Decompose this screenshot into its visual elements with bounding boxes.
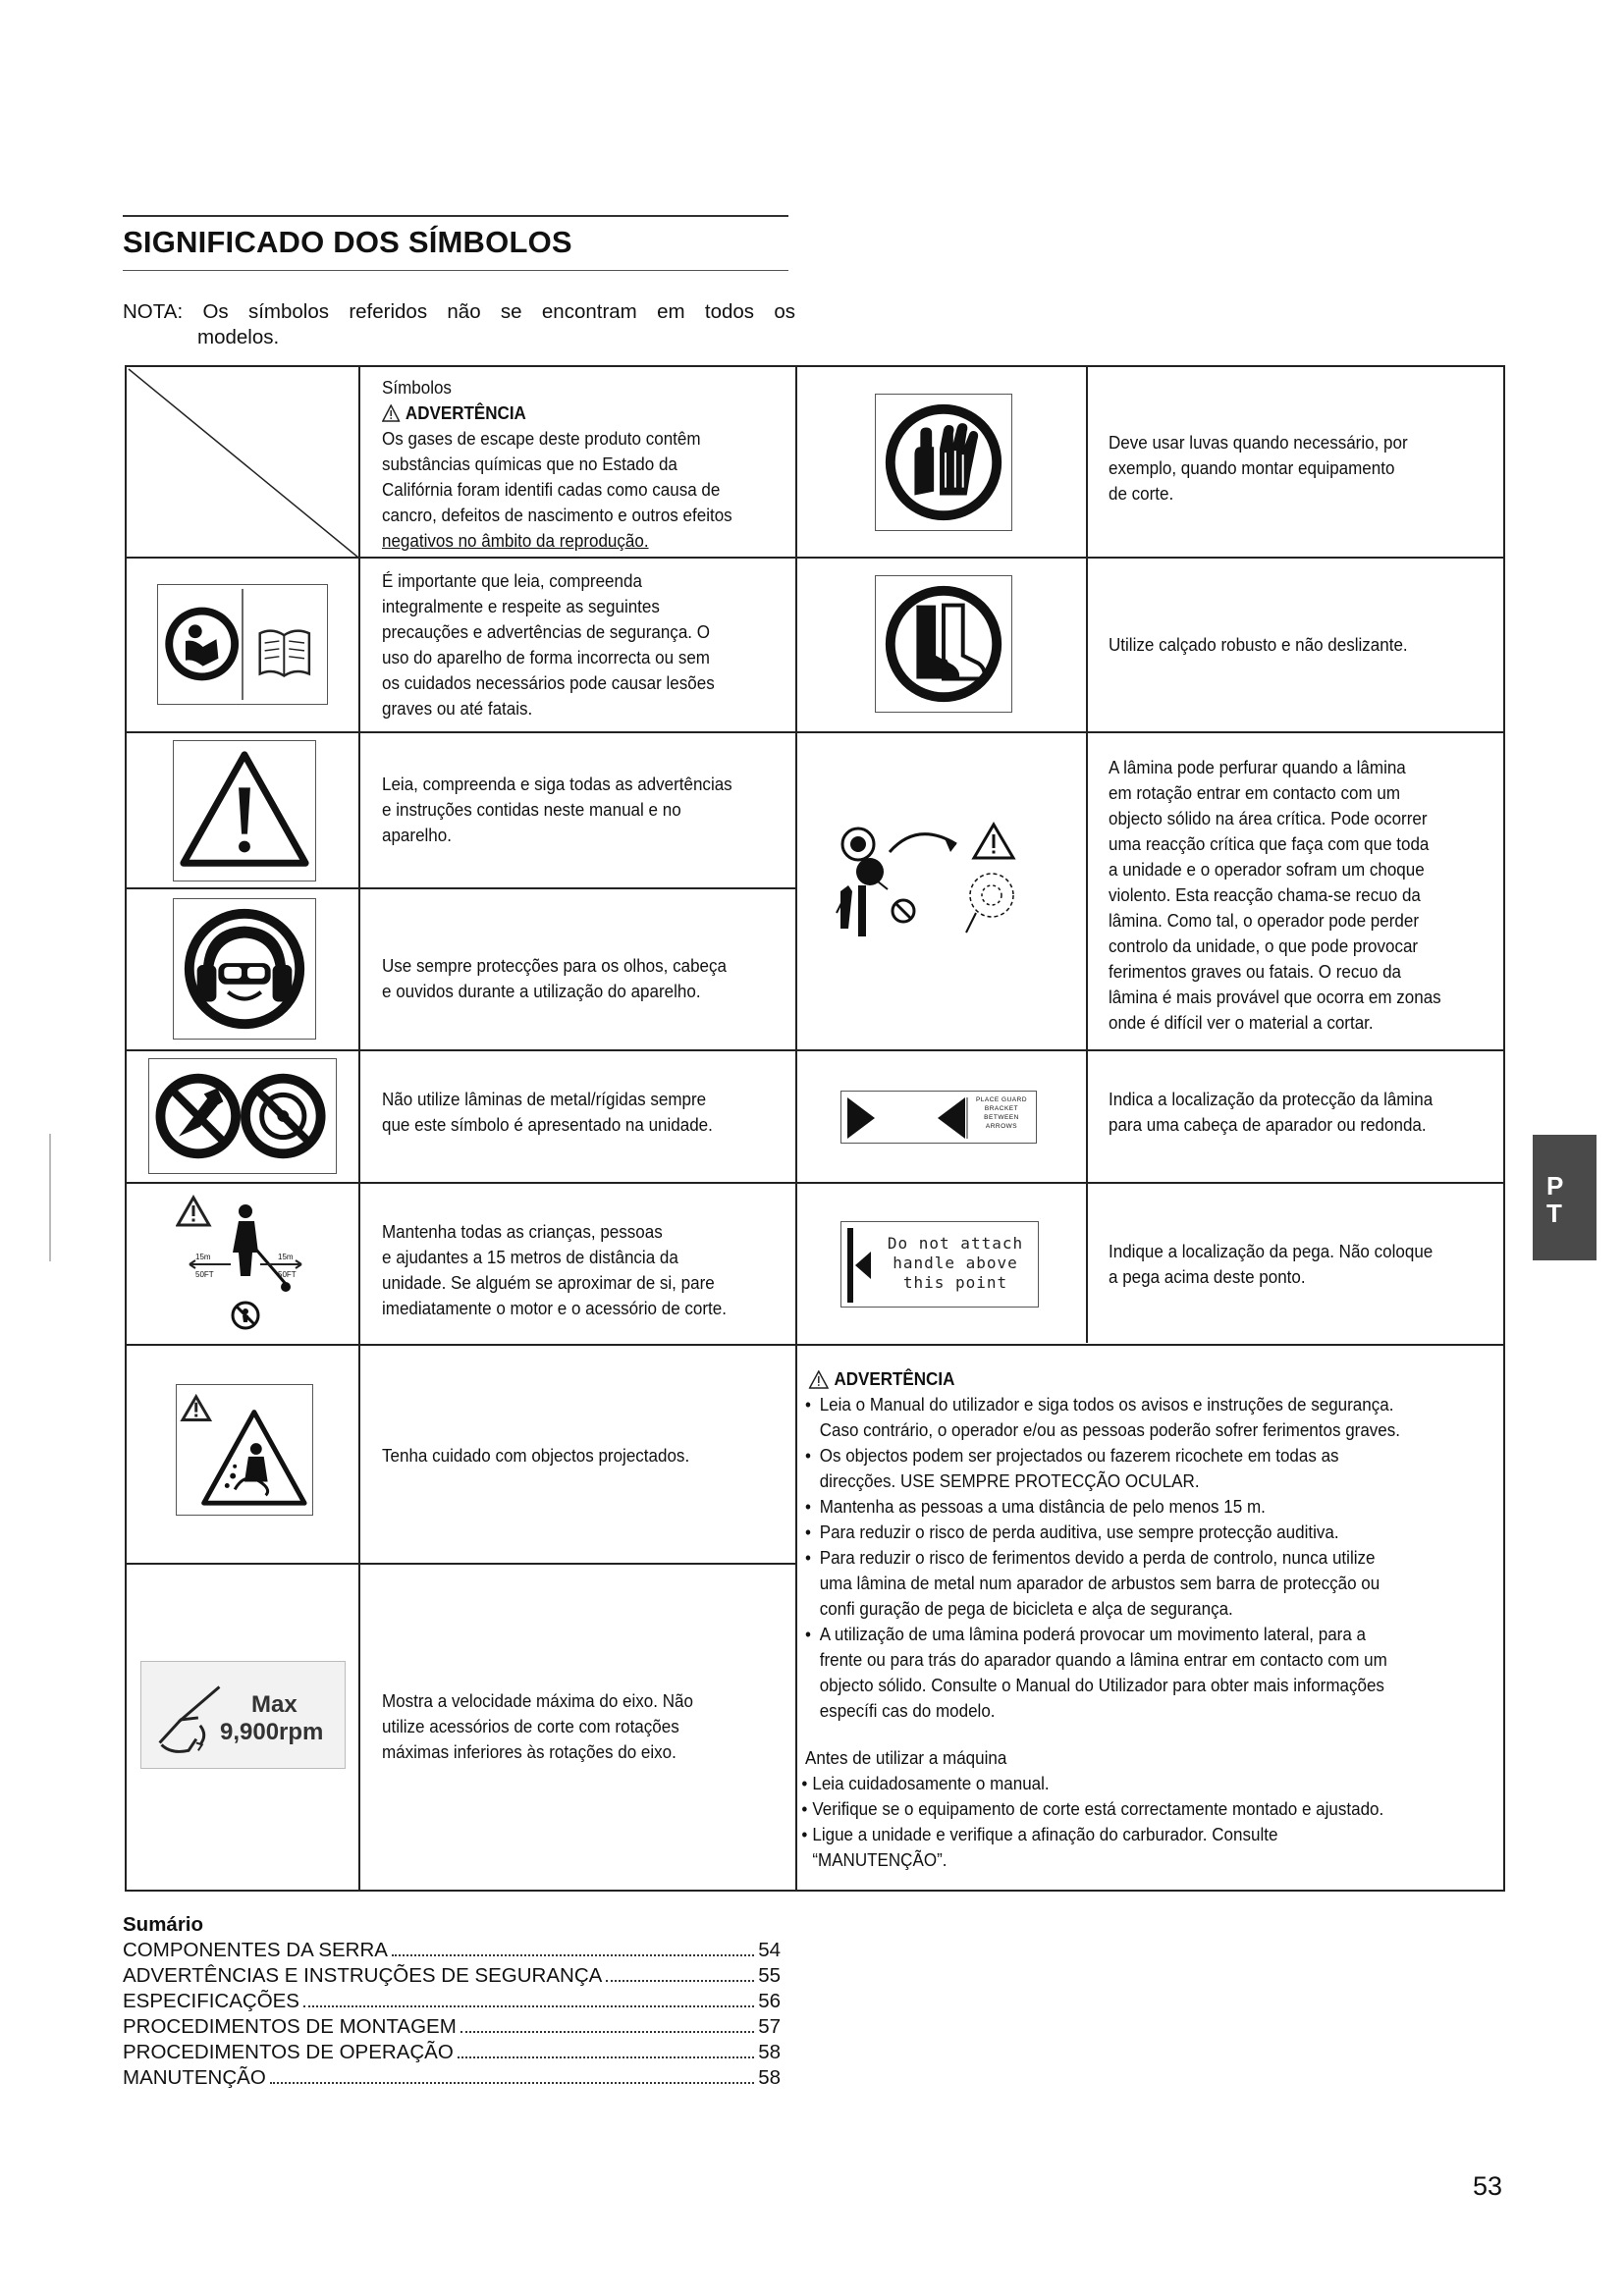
guard-bracket-icon [840,1091,1037,1144]
warning-line: uma lâmina de metal num aparador de arbustos sem barra de protecção ou [819,1573,1380,1593]
warning-line: • Mantenha as pessoas a uma distância de pelo menos 15 m. [819,1496,1266,1517]
toc-leader [458,2056,754,2058]
title-block [123,215,788,271]
max-label: Max [251,1691,298,1718]
rr2-line: objecto sólido na área crítica. Pode ocorrer [1109,808,1428,828]
distance-label: 50FT [195,1270,214,1279]
before-use-block [805,1745,1500,1873]
toc-title: PROCEDIMENTOS DE OPERAÇÃO [123,2041,454,2063]
warning-line: • Para reduzir o risco de perda auditiva, use sempre protecção auditiva. [819,1522,1339,1542]
warning-item [805,1622,1500,1724]
r5-line: e ajudantes a 15 metros de distância da [382,1247,678,1267]
handle-label-line: handle above [893,1254,1018,1272]
distance-label: 15m [278,1253,294,1261]
before-use-line: “MANUTENÇÃO”. [812,1849,947,1870]
max-rpm-icon [140,1661,346,1769]
rr2-line: em rotação entrar em contacto com um [1109,782,1401,803]
right-row-line [795,1049,1504,1051]
rr2-line: violento. Esta reacção chama-se recuo da [1109,884,1421,905]
title-rule-bottom [123,270,788,271]
symbols-table [125,365,1505,1892]
rr2-line: a unidade e o operador sofram um choque [1109,859,1425,880]
r5-text [382,1219,788,1321]
toc-page: 58 [758,2041,781,2063]
toc-entry[interactable] [123,2065,781,2091]
r5-line: Mantenha todas as crianças, pessoas [382,1221,663,1242]
warning-label: ADVERTÊNCIA [405,402,526,423]
warning-heading [382,400,788,426]
keep-distance-icon [176,1194,315,1333]
before-use-item [801,1822,1500,1873]
toc-title: ESPECIFICAÇÕES [123,1990,299,2012]
kickback-icon [819,815,1047,940]
toc-entry[interactable] [123,1963,781,1989]
language-tab [1533,1135,1597,1260]
before-use-list [801,1771,1500,1873]
warning-item [805,1545,1500,1622]
warning-block-title: ADVERTÊNCIA [834,1368,955,1389]
left-row-line [127,887,797,889]
r3-line: e ouvidos durante a utilização do aparelho. [382,981,701,1001]
right-row-line [795,557,1504,559]
warning-line: • Leia o Manual do utilizador e siga todos os avisos e instruções de segurança. [819,1394,1394,1415]
read-manual-icon [157,584,328,705]
toc-entry[interactable] [123,2014,781,2040]
boots-icon [875,575,1012,713]
rr4-text [1109,1239,1470,1290]
handle-label [877,1234,1034,1293]
rr4-line: Indique a localização da pega. Não coloque [1109,1241,1434,1261]
r0-line: cancro, defeitos de nascimento e outros efeitos [382,505,732,525]
handle-position-icon [840,1221,1039,1308]
before-use-line: • Verifique se o equipamento de corte está correctamente montado e ajustado. [812,1798,1384,1819]
toc-page: 56 [758,1990,781,2012]
toc-leader [606,1980,754,1982]
warning-triangle-icon [382,404,400,422]
toc-leader [392,1954,754,1956]
toc-title: PROCEDIMENTOS DE MONTAGEM [123,2015,457,2038]
protective-headgear-icon [173,898,316,1040]
left-row-line [127,1344,797,1346]
thrown-objects-icon [176,1384,313,1516]
before-use-item [801,1796,1500,1822]
rr3-text [1109,1087,1470,1138]
r2-line: Leia, compreenda e siga todas as advertências [382,774,732,794]
left-row-line [127,731,797,733]
r5-line: imediatamente o motor e o acessório de corte. [382,1298,727,1318]
toc-title: MANUTENÇÃO [123,2066,266,2089]
r0-text [382,375,788,554]
warning-item [805,1520,1500,1545]
toc-entry[interactable] [123,1938,781,1963]
rr2-line: uma reacção crítica que faça com que toda [1109,833,1430,854]
rr2-line: onde é difícil ver o material a cortar. [1109,1012,1374,1033]
r1-line: precauções e advertências de segurança. O [382,621,710,642]
warning-line: frente ou para trás do aparador quando a lâmina entrar em contacto com um [819,1649,1387,1670]
guard-label-line: ARROWS [985,1123,1018,1130]
nota-label: NOTA [123,300,178,323]
toc-page: 54 [758,1939,781,1961]
page-number: 53 [1473,2171,1503,2201]
r1-text [382,568,788,721]
warning-line: objecto sólido. Consulte o Manual do Utilizador para obter mais informações [819,1675,1384,1695]
right-row-line [795,1344,1504,1346]
col-divider-1 [358,367,360,1890]
guard-label-line: BETWEEN [984,1114,1019,1121]
r7-line: Mostra a velocidade máxima do eixo. Não [382,1690,693,1711]
before-use-item [801,1771,1500,1796]
warning-line: • Para reduzir o risco de ferimentos devido a perda de controlo, nunca utilize [819,1547,1376,1568]
warning-line: confi guração de pega de bicicleta e alça de segurança. [819,1598,1233,1619]
rr2-line: lâmina. Como tal, o operador pode perder [1109,910,1420,931]
guard-label-line: BRACKET [984,1105,1019,1112]
rr0-line: Deve usar luvas quando necessário, por [1109,432,1408,453]
warning-line: direcções. USE SEMPRE PROTECÇÃO OCULAR. [819,1470,1200,1491]
r6-text [382,1443,788,1468]
rr4-line: a pega acima deste ponto. [1109,1266,1306,1287]
rpm-label: 9,900rpm [220,1719,324,1745]
handle-label-line: Do not attach [887,1234,1024,1253]
rr1-line: Utilize calçado robusto e não deslizante. [1109,634,1408,655]
toc-leader [303,2005,754,2007]
r1-line: os cuidados necessários pode causar lesões [382,672,715,693]
toc-page: 57 [758,2015,781,2038]
summary-toc [123,1912,781,2091]
r2-line: aparelho. [382,825,452,845]
left-row-line [127,1182,797,1184]
warning-list [805,1392,1500,1724]
right-row-line [795,731,1504,733]
rr2-line: A lâmina pode perfurar quando a lâmina [1109,757,1406,777]
handle-label-line: this point [902,1273,1008,1292]
r2-text [382,772,788,848]
warning-block-heading [805,1366,1500,1392]
guard-label-line: PLACE GUARD [975,1096,1028,1103]
r0-line: Os gases de escape deste produto contêm [382,428,701,449]
rr0-line: exemplo, quando montar equipamento [1109,457,1395,478]
rr3-line: Indica a localização da protecção da lâmina [1109,1089,1434,1109]
symbols-heading: Símbolos [382,377,452,398]
r3-text [382,953,788,1004]
r0-line: Califórnia foram identifi cadas como causa de [382,479,721,500]
rr2-line: ferimentos graves ou fatais. O recuo da [1109,961,1402,982]
r3-line: Use sempre protecções para os olhos, cabeça [382,955,727,976]
r0-line: substâncias químicas que no Estado da [382,454,677,474]
page-title: SIGNIFICADO DOS SÍMBOLOS [123,225,572,259]
before-use-line: • Leia cuidadosamente o manual. [812,1773,1050,1793]
warning-line: • A utilização de uma lâmina poderá provocar um movimento lateral, para a [819,1624,1367,1644]
nota-line1: : Os símbolos referidos não se encontram em todos os [177,300,795,323]
r2-line: e instruções contidas neste manual e no [382,799,681,820]
toc-title: ADVERTÊNCIAS E INSTRUÇÕES DE SEGURANÇA [123,1964,603,1987]
warning-line: específi cas do modelo. [819,1700,996,1721]
warning-block [805,1366,1500,1724]
before-use-heading: Antes de utilizar a máquina [805,1747,1007,1768]
r5-line: unidade. Se alguém se aproximar de si, pare [382,1272,715,1293]
nota-block [123,299,795,350]
toc-leader [460,2031,754,2033]
diagonal-slash [127,367,358,558]
rr2-line: controlo da unidade, o que pode provocar [1109,935,1419,956]
rr2-line: lâmina é mais provável que ocorra em zonas [1109,987,1441,1007]
r1-line: uso do aparelho de forma incorrecta ou sem [382,647,710,667]
r7-line: máximas inferiores às rotações do eixo. [382,1741,677,1762]
language-tab-letter: P [1546,1171,1564,1201]
guard-label [969,1095,1034,1131]
right-row-line [795,1182,1504,1184]
r1-line: É importante que leia, compreenda [382,570,642,591]
r4-line: que este símbolo é apresentado na unidade. [382,1114,713,1135]
warning-item [805,1443,1500,1494]
r6-line: Tenha cuidado com objectos projectados. [382,1445,690,1466]
toc-entry[interactable] [123,2040,781,2065]
gloves-icon [875,394,1012,531]
before-use-line: • Ligue a unidade e verifique a afinação do carburador. Consulte [812,1824,1278,1844]
r7-line: utilize acessórios de corte com rotações [382,1716,679,1736]
rr0-text [1109,430,1470,507]
distance-label: 15m [195,1253,211,1261]
r7-text [382,1688,788,1765]
left-row-line [127,1049,797,1051]
summary-heading: Sumário [123,1913,204,1936]
left-row-line [127,1563,797,1565]
warning-line: • Os objectos podem ser projectados ou fazerem ricochete em todas as [819,1445,1339,1466]
toc-entry[interactable] [123,1989,781,2014]
r4-text [382,1087,788,1138]
rr3-line: para uma cabeça de aparador ou redonda. [1109,1114,1427,1135]
rr0-line: de corte. [1109,483,1174,504]
no-metal-blade-icon [148,1058,337,1174]
warning-item [805,1392,1500,1443]
col-divider-2 [795,367,797,1890]
r1-line: graves ou até fatais. [382,698,533,719]
r0-line: negativos no âmbito da reprodução. [382,530,649,551]
warning-triangle-icon [809,1370,829,1389]
nota-line2: modelos. [197,326,280,348]
margin-mark [49,1134,51,1261]
r1-line: integralmente e respeite as seguintes [382,596,660,616]
language-tab-letter: T [1546,1199,1562,1228]
col-divider-3 [1086,367,1088,1343]
distance-label: 50FT [278,1270,297,1279]
toc-page: 55 [758,1964,781,1987]
rr1-text [1109,632,1470,658]
warning-line: Caso contrário, o operador e/ou as pessoas poderão sofrer ferimentos graves. [819,1419,1401,1440]
toc-page: 58 [758,2066,781,2089]
alert-triangle-icon [173,740,316,881]
toc-title: COMPONENTES DA SERRA [123,1939,388,1961]
rr2-text [1109,755,1470,1036]
warning-item [805,1494,1500,1520]
toc-leader [270,2082,754,2084]
r4-line: Não utilize lâminas de metal/rígidas sempre [382,1089,707,1109]
